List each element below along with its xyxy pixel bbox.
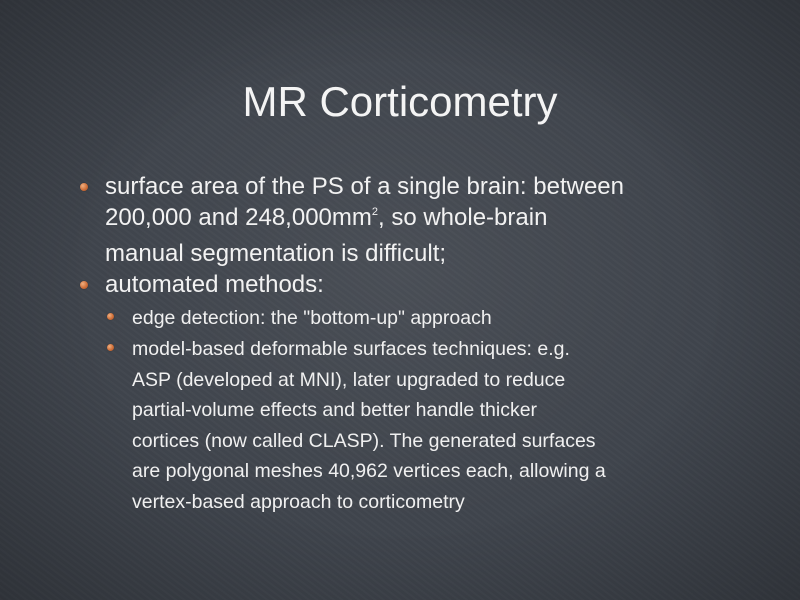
bullet-icon [80, 183, 88, 191]
slide-title: MR Corticometry [242, 78, 558, 125]
sub-bullet-line: are polygonal meshes 40,962 vertices each, allowing a [132, 460, 606, 482]
sub-bullet-line: model-based deformable surfaces techniques: e.g. [132, 338, 570, 360]
sub-bullet-line: partial-volume effects and better handle thicker [132, 399, 538, 421]
bullet-line: automated methods: [105, 271, 324, 298]
bullet-line: manual segmentation is difficult; [105, 240, 447, 267]
sub-bullet-text [132, 334, 606, 517]
bullet-line-part: , so whole-brain [378, 204, 548, 231]
sub-bullet-line: ASP (developed at MNI), later upgraded to reduce [132, 368, 566, 391]
sub-bullet-icon [107, 344, 114, 351]
sub-bullet-line: cortices (now called CLASP). The generated surfaces [132, 429, 596, 452]
sub-bullet-text [132, 303, 492, 334]
bullet-line [105, 202, 624, 238]
sub-bullet-line: vertex-based approach to corticometry [132, 490, 465, 513]
bullet-icon [80, 281, 88, 289]
bullet-text [105, 269, 324, 300]
superscript: 2 [371, 206, 378, 218]
sub-bullet-line: edge detection: the "bottom-up" approach [132, 307, 492, 329]
bullet-line-part: 200,000 and 248,000mm [105, 204, 372, 231]
bullet-line: surface area of the PS of a single brain: between [105, 173, 624, 200]
sub-bullet-icon [107, 313, 114, 320]
bullet-text [105, 171, 624, 269]
